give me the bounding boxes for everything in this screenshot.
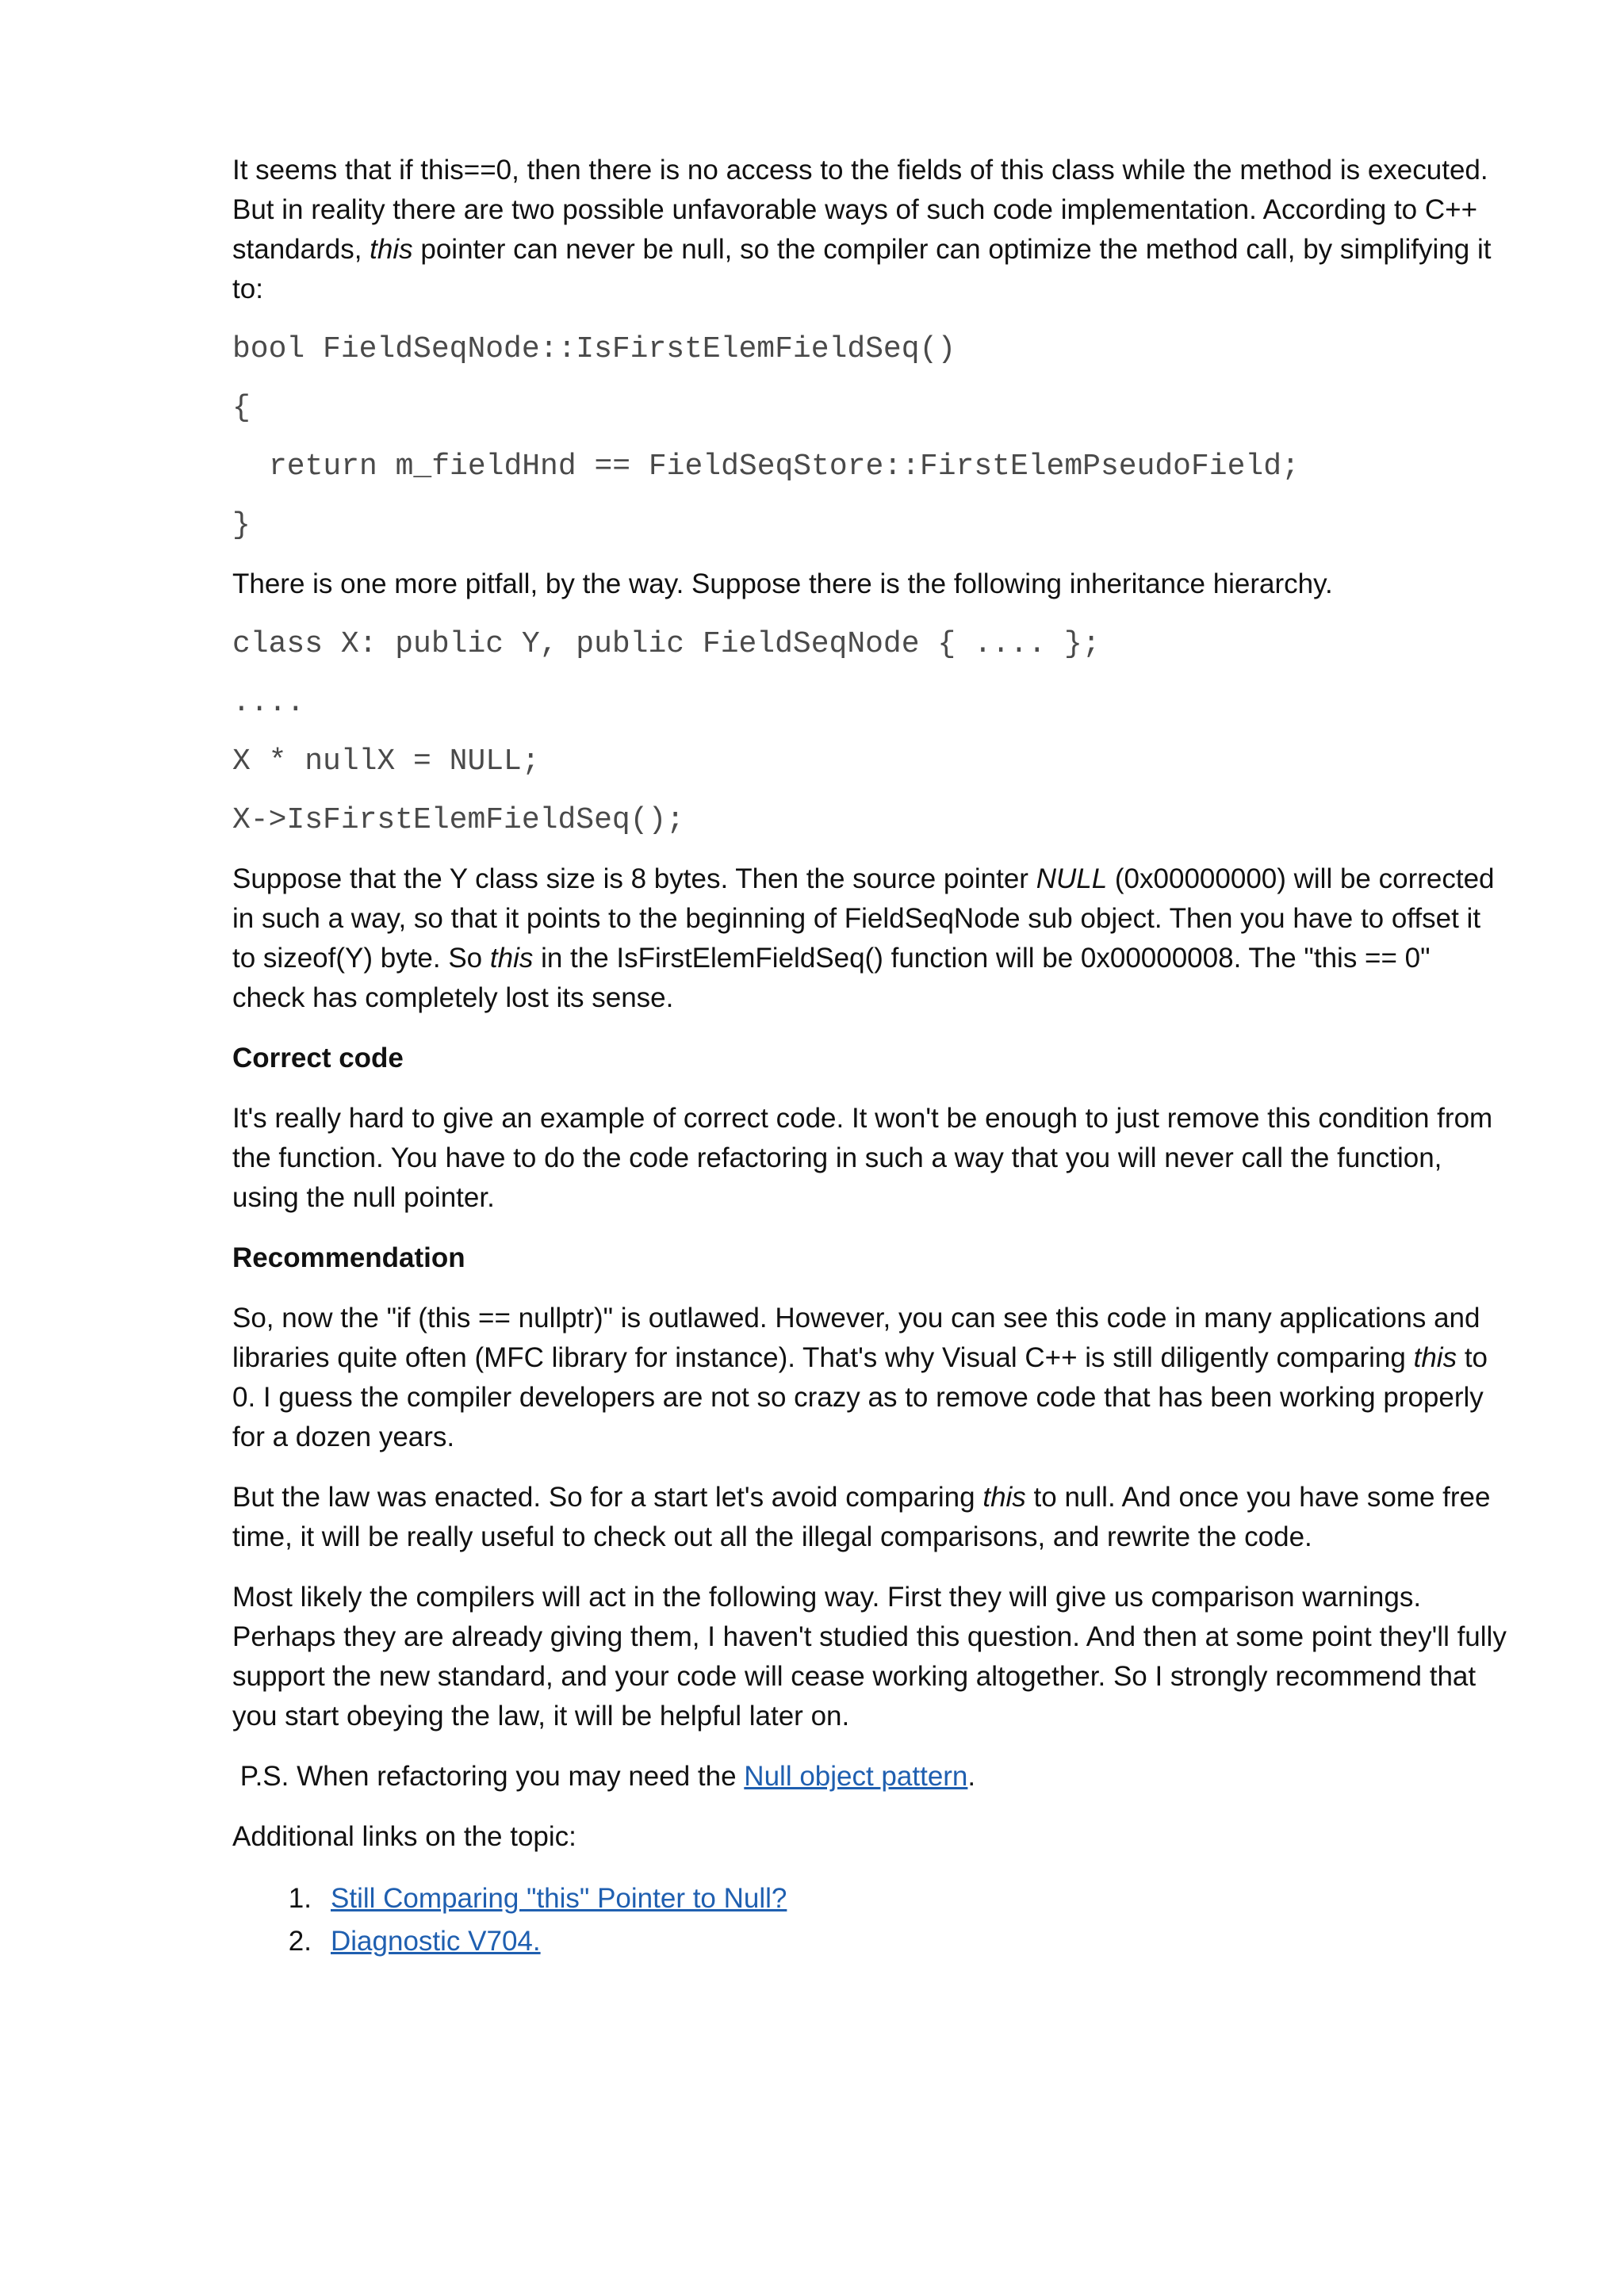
paragraph-law-enacted (232, 1478, 1509, 1557)
code-line: X->IsFirstElemFieldSeq(); (232, 803, 685, 837)
code-line: X * nullX = NULL; (232, 744, 540, 779)
paragraph-outlawed (232, 1299, 1509, 1457)
list-number: 2. (288, 1926, 312, 1957)
paragraph-y-class-size (232, 859, 1509, 1018)
paragraph-text: to null. And once you have some free time, it will be really useful to check out all the illegal comparisons, and rewrite the code. (232, 1482, 1491, 1552)
paragraph-text: (0x00000000) will be corrected in such a way, so that it points to the beginning of FieldSeqNode sub object. Then you have to offset it to sizeof(Y) byte. So (232, 863, 1495, 974)
code-line: class X: public Y, public FieldSeqNode { .... }; (232, 627, 1101, 661)
paragraph-text: to 0. I guess the compiler developers are not so crazy as to remove code that has been working properly for a dozen years. (232, 1342, 1488, 1452)
links-list (232, 1877, 1509, 1963)
paragraph-correct-code: It's really hard to give an example of correct code. It won't be enough to just remove this condition from the function. You have to do the code refactoring in such a way that you will never call the function, using the null pointer. (232, 1103, 1493, 1213)
document-page (232, 151, 1509, 1963)
paragraph-compilers: Most likely the compilers will act in the following way. First they will give us comparison warnings. Perhaps they are already giving them, I haven't studied this question. And then at some point they'll fully support the new standard, and your code will cease working altogether. So I strongly recommend that you start obeying the law, it will be helpful later on. (232, 1582, 1507, 1732)
paragraph-ps (232, 1757, 1509, 1797)
paragraph-additional-links: Additional links on the topic: (232, 1821, 576, 1852)
paragraph-text: But the law was enacted. So for a start let's avoid comparing (232, 1482, 975, 1513)
list-item (232, 1920, 1509, 1963)
emphasis-this: this (982, 1482, 1026, 1513)
paragraph-text: P.S. When refactoring you may need the (232, 1761, 745, 1792)
heading-recommendation: Recommendation (232, 1242, 465, 1273)
link-diagnostic-v704[interactable]: Diagnostic V704. (331, 1926, 541, 1957)
code-line: } (232, 508, 251, 542)
paragraph-text: . (967, 1761, 976, 1792)
link-still-comparing[interactable]: Still Comparing "this" Pointer to Null? (331, 1883, 787, 1914)
emphasis-null: NULL (1036, 863, 1108, 894)
emphasis-this: this (1413, 1342, 1457, 1373)
paragraph-text: It seems that if this==0, then there is no access to the fields of this class while the method is executed. But in reality there are two possible unfavorable ways of such code implementation. According to C++ standards, (232, 155, 1488, 265)
list-number: 1. (288, 1883, 312, 1914)
null-object-pattern-link[interactable]: Null object pattern (744, 1761, 968, 1792)
paragraph-this-null-intro (232, 151, 1509, 309)
paragraph-text: So, now the "if (this == nullptr)" is outlawed. However, you can see this code in many applications and libraries quite often (MFC library for instance). That's why Visual C++ is still diligently comparing (232, 1303, 1480, 1373)
code-line: .... (232, 686, 305, 720)
heading-correct-code: Correct code (232, 1043, 404, 1073)
list-item (232, 1877, 1509, 1920)
emphasis-this: this (489, 943, 534, 974)
paragraph-text: Suppose that the Y class size is 8 bytes. Then the source pointer (232, 863, 1028, 894)
code-line: bool FieldSeqNode::IsFirstElemFieldSeq() (232, 332, 956, 366)
code-line: return m_fieldHnd == FieldSeqStore::FirstElemPseudoField; (269, 450, 1300, 484)
emphasis-this: this (370, 234, 413, 265)
code-line: { (232, 391, 251, 425)
paragraph-text: in the IsFirstElemFieldSeq() function will be 0x00000008. The "this == 0" check has completely lost its sense. (232, 943, 1431, 1013)
paragraph-pitfall: There is one more pitfall, by the way. Suppose there is the following inheritance hierarchy. (232, 568, 1333, 599)
paragraph-text: pointer can never be null, so the compiler can optimize the method call, by simplifying it to: (232, 234, 1492, 304)
